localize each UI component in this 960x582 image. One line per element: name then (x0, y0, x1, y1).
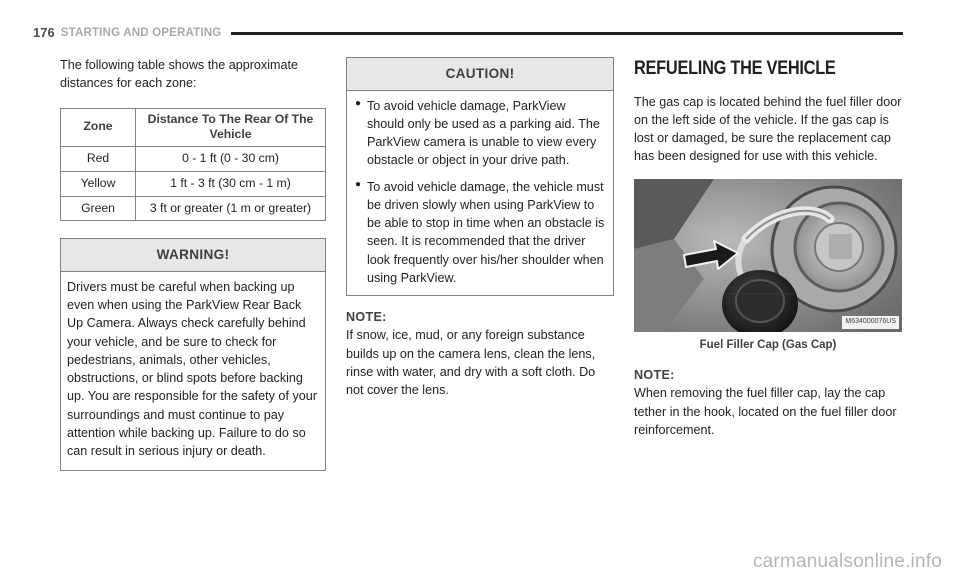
page-number: 176 (33, 24, 55, 40)
note-text: When removing the fuel filler cap, lay the cap tether in the hook, located on the fuel filler door reinforcement. (634, 386, 897, 437)
figure-caption: Fuel Filler Cap (Gas Cap) (699, 338, 837, 351)
note-text: If snow, ice, mud, or any foreign substance builds up on the camera lens, clean the lens, rinse with water, and dry with a soft cloth. Do not cover the lens. (346, 328, 596, 398)
zone-cell: Green (61, 196, 136, 221)
figure-code: M634000076US (842, 316, 899, 328)
left-column (60, 52, 326, 471)
column-header-zone: Zone (61, 108, 136, 147)
section-title: STARTING AND OPERATING (60, 26, 222, 39)
note-label: NOTE: (346, 310, 387, 325)
warning-text: Drivers must be careful when backing up even when using the ParkView Rear Back Up Camera. Always check carefully behind your vehicle, and be sure to check for pedestrians, animals, other vehicles, obstructions, or blind spots before backing up. You are responsible for the safety of your surroundings and must continue to pay attention while backing up. Failure to do so can result in serious injury or death. (67, 279, 317, 459)
table-intro: The following table shows the approximate distances for each zone: (60, 58, 299, 91)
column-header-distance: Distance To The Rear Of The Vehicle (136, 108, 326, 147)
table-row (61, 171, 326, 196)
zone-distance-table (60, 108, 326, 222)
warning-box (60, 238, 326, 471)
caution-title: CAUTION! (347, 58, 613, 91)
header-rule (231, 32, 903, 35)
right-column (634, 52, 902, 439)
table-row (61, 196, 326, 221)
zone-cell: Red (61, 147, 136, 172)
middle-column (346, 52, 614, 399)
distance-cell: 1 ft - 3 ft (30 cm - 1 m) (136, 171, 326, 196)
table-header-row (61, 108, 326, 147)
caution-item: ● To avoid vehicle damage, the vehicle must be driven slowly when using ParkView to be able to stop in time when an obstacle is seen. It is recommended that the driver look frequently over his/her shoulder when using ParkView. (355, 178, 605, 288)
site-watermark: carmanualsonline.info (752, 551, 942, 573)
section-heading: REFUELING THE VEHICLE (634, 58, 836, 79)
table-row (61, 147, 326, 172)
caution-box (346, 57, 614, 296)
distance-cell: 0 - 1 ft (0 - 30 cm) (136, 147, 326, 172)
fuel-filler-illustration (634, 179, 902, 332)
fuel-filler-photo (634, 179, 902, 332)
warning-title: WARNING! (61, 239, 325, 272)
caution-item: ● To avoid vehicle damage, ParkView should only be used as a parking aid. The ParkView camera is unable to view every obstacle or object in your drive path. (355, 97, 605, 170)
distance-cell: 3 ft or greater (1 m or greater) (136, 196, 326, 221)
page-header (33, 25, 903, 41)
refuel-text: The gas cap is located behind the fuel filler door on the left side of the vehicle. If the gas cap is lost or damaged, be sure the replacement cap has been designed for use with this vehicle. (634, 94, 902, 164)
note-label: NOTE: (634, 368, 675, 383)
caution-list (347, 91, 613, 296)
zone-cell: Yellow (61, 171, 136, 196)
